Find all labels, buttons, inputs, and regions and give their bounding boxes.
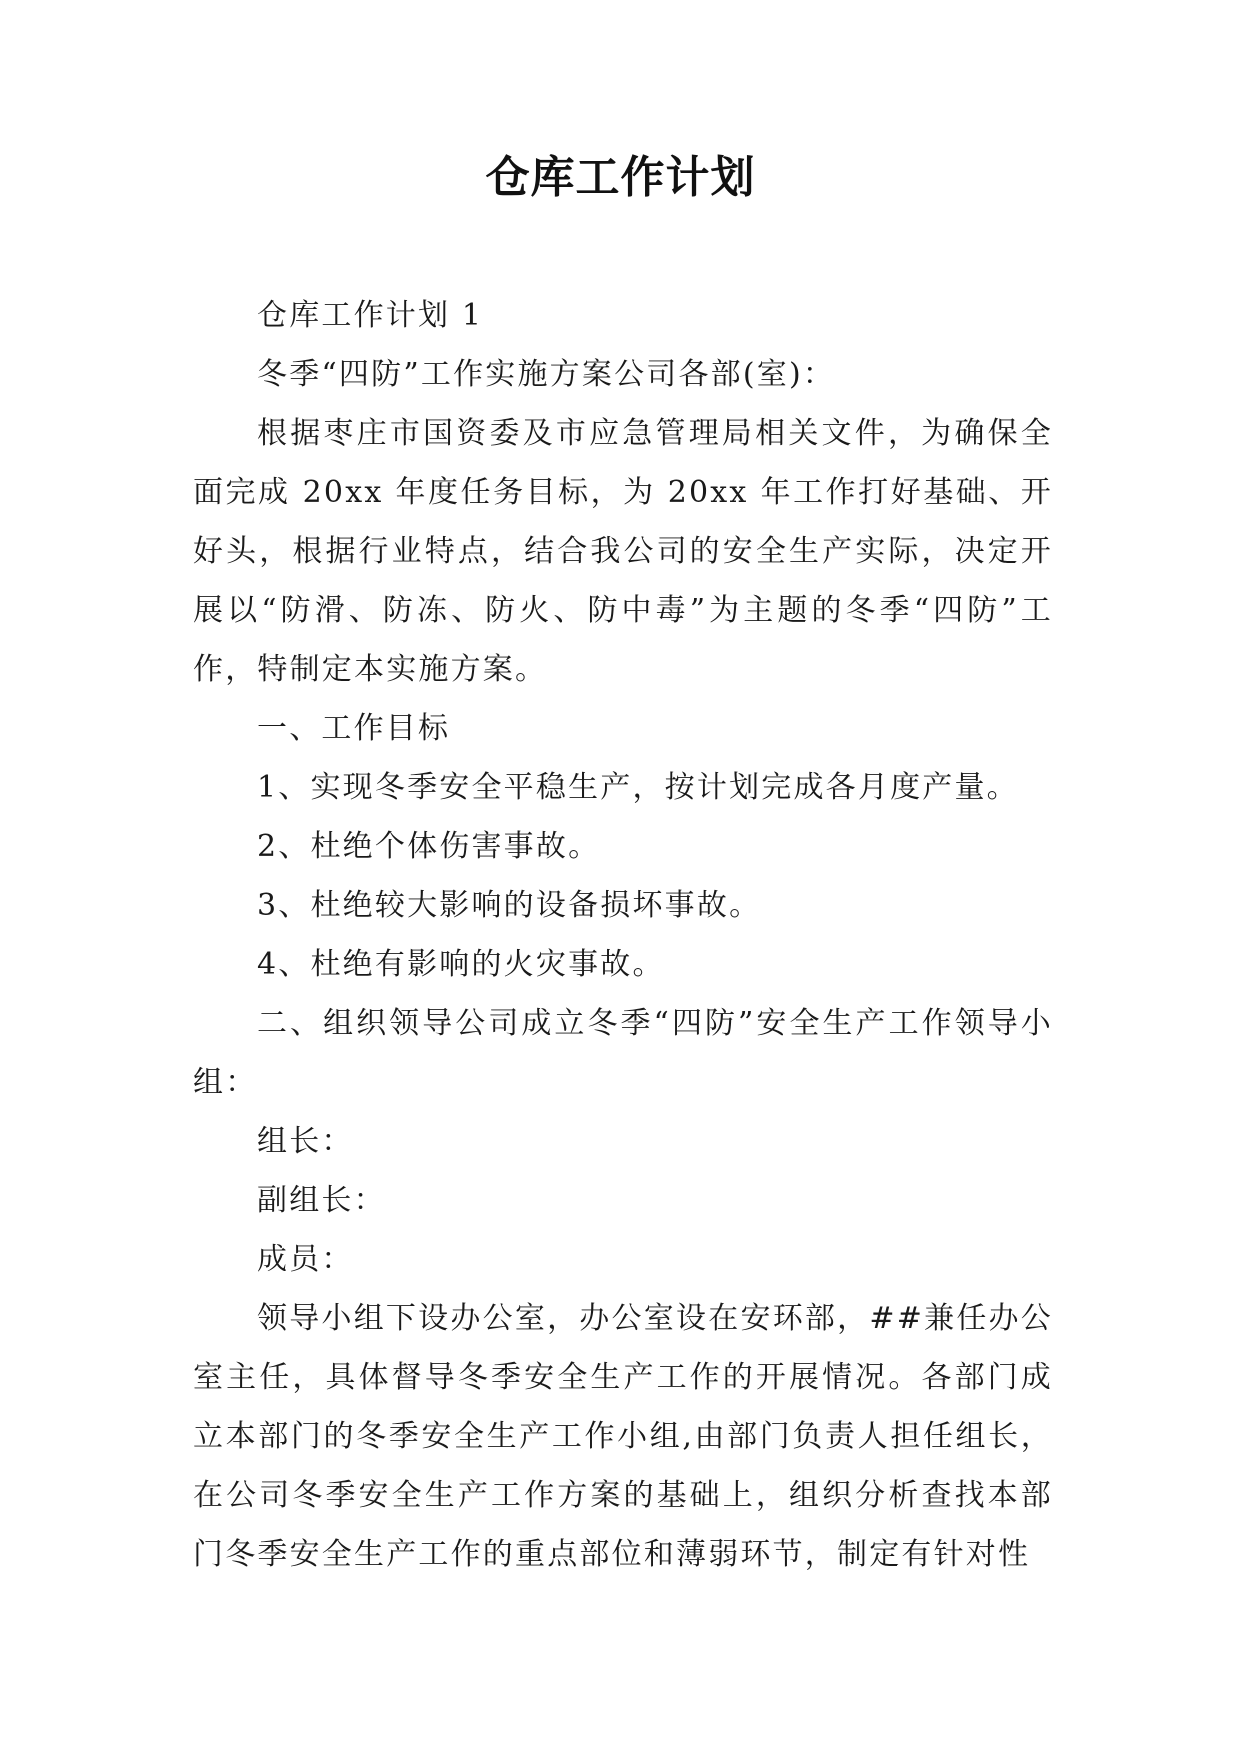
role-members: 成员： (257, 1242, 354, 1277)
paragraph-intro: 根据枣庄市国资委及市应急管理局相关文件，为确保全面完成 20xx 年度任务目标，为 20xx 年工作打好基础、开好头，根据行业特点，结合我公司的安全生产实际，决定开展以“防滑、防冻、防火、防中毒”为主题的冬季“四防”工作，特制定本实施方案。 (193, 416, 1053, 687)
goal-item-1: 1、实现冬季安全平稳生产，按计划完成各月度产量。 (257, 770, 1019, 805)
section-heading-organization: 二、组织领导公司成立冬季“四防”安全生产工作领导小组： (193, 1006, 1053, 1100)
goal-item-4: 4、杜绝有影响的火灾事故。 (257, 947, 665, 982)
role-leader: 组长： (257, 1124, 354, 1159)
section-heading-goals: 一、工作目标 (257, 711, 451, 746)
paragraph-office: 领导小组下设办公室，办公室设在安环部，##兼任办公室主任，具体督导冬季安全生产工作的开展情况。各部门成立本部门的冬季安全生产工作小组,由部门负责人担任组长，在公司冬季安全生产工作方案的基础上，组织分析查找本部门冬季安全生产工作的重点部位和薄弱环节，制定有针对性 (193, 1301, 1053, 1572)
goal-item-3: 3、杜绝较大影响的设备损坏事故。 (257, 888, 762, 923)
document-title: 仓库工作计划 (485, 152, 756, 203)
goal-item-2: 2、杜绝个体伤害事故。 (257, 829, 601, 864)
paragraph-addressee: 冬季“四防”工作实施方案公司各部(室)： (257, 357, 836, 392)
paragraph-heading-plan-1: 仓库工作计划 1 (257, 298, 484, 333)
role-deputy-leader: 副组长： (257, 1183, 386, 1218)
document-body (193, 286, 1053, 1584)
